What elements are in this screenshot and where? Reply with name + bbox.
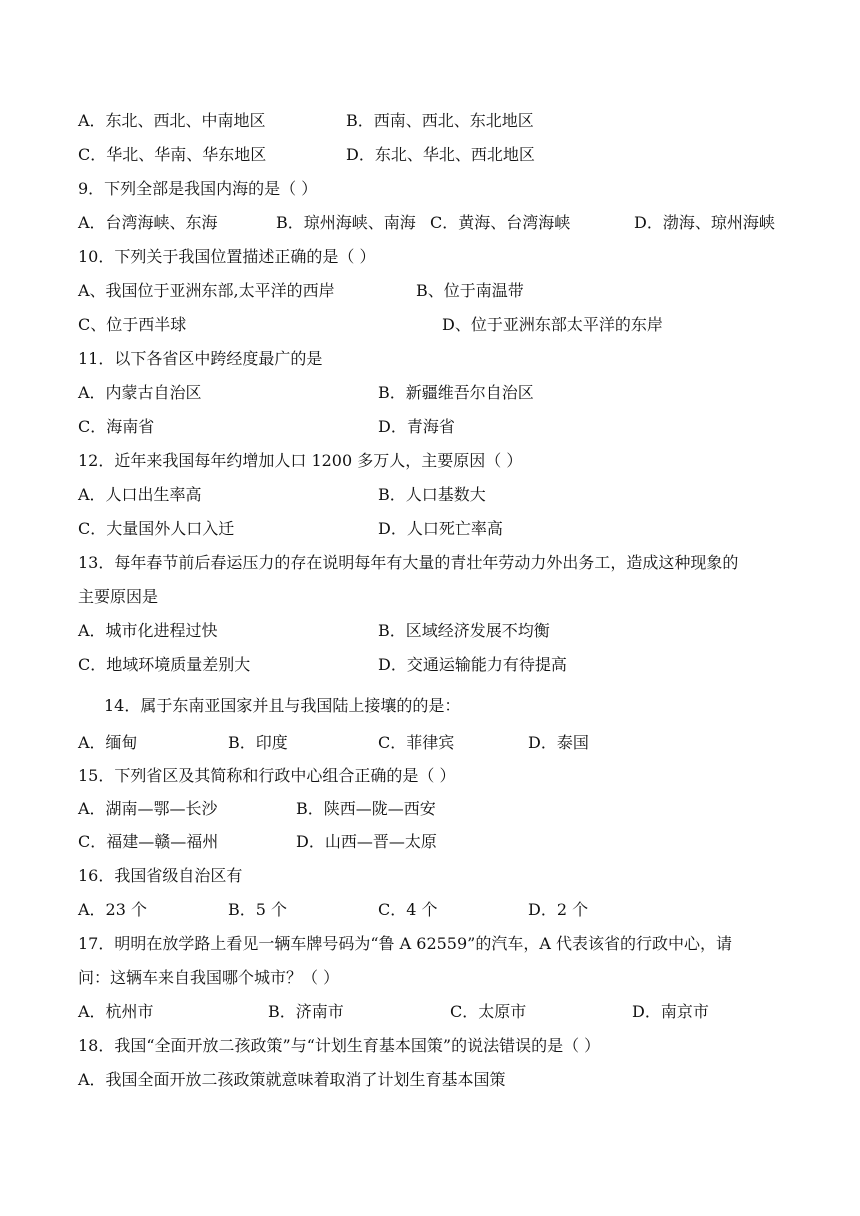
q13-option-b: B．区域经济发展不均衡 xyxy=(378,621,550,640)
q18-option-a: A．我国全面开放二孩政策就意味着取消了计划生育基本国策 xyxy=(78,1070,506,1089)
q10-stem-row xyxy=(0,245,860,269)
q11-stem-row xyxy=(0,347,860,371)
q10-stem: 10．下列关于我国位置描述正确的是（ ） xyxy=(78,247,376,266)
q15-options-row-1 xyxy=(0,797,860,821)
q8-option-b: B．西南、西北、东北地区 xyxy=(346,111,534,130)
q13-option-d: D．交通运输能力有待提高 xyxy=(378,655,567,674)
q11-option-d: D．青海省 xyxy=(378,417,455,436)
q10-options-row-2 xyxy=(0,313,860,337)
q16-stem: 16．我国省级自治区有 xyxy=(78,866,243,885)
q17-option-a: A．杭州市 xyxy=(78,1002,154,1021)
q14-option-c: C．菲律宾 xyxy=(378,733,455,752)
q13-options-row-2 xyxy=(0,653,860,677)
q16-option-b: B．5 个 xyxy=(228,900,288,919)
q13-stem-line2: 主要原因是 xyxy=(78,587,159,606)
q15-options-row-2 xyxy=(0,830,860,854)
q17-option-d: D．南京市 xyxy=(632,1002,709,1021)
q14-stem: 14．属于东南亚国家并且与我国陆上接壤的的是： xyxy=(104,696,461,715)
q12-option-b: B．人口基数大 xyxy=(378,485,486,504)
q18-stem-row xyxy=(0,1034,860,1058)
q17-option-c: C．太原市 xyxy=(450,1002,527,1021)
q8-option-c: C．华北、华南、华东地区 xyxy=(78,145,267,164)
q17-stem-row-1 xyxy=(0,932,860,956)
q11-option-b: B．新疆维吾尔自治区 xyxy=(378,383,534,402)
q10-option-a: A、我国位于亚洲东部,太平洋的西岸 xyxy=(78,281,335,300)
q9-option-a: A．台湾海峡、东海 xyxy=(78,213,218,232)
q14-option-a: A．缅甸 xyxy=(78,733,138,752)
q14-option-b: B．印度 xyxy=(228,733,288,752)
q11-option-a: A．内蒙古自治区 xyxy=(78,383,202,402)
q13-stem-row-2 xyxy=(0,585,860,609)
q13-stem-line1: 13．每年春节前后春运压力的存在说明每年有大量的青壮年劳动力外出务工，造成这种现象的 xyxy=(78,553,739,572)
q9-stem: 9．下列全部是我国内海的是（ ） xyxy=(78,179,318,198)
q9-option-b: B．琼州海峡、南海 xyxy=(276,213,416,232)
q10-option-c: C、位于西半球 xyxy=(78,315,187,334)
q15-option-d: D．山西—晋—太原 xyxy=(296,832,437,851)
q18-options-row xyxy=(0,1068,860,1092)
q11-stem: 11．以下各省区中跨经度最广的是 xyxy=(78,349,323,368)
q17-stem-line1: 17．明明在放学路上看见一辆车牌号码为“鲁 A 62559”的汽车，A 代表该省的行政中心，请 xyxy=(78,934,732,953)
q12-stem: 12．近年来我国每年约增加人口 1200 多万人，主要原因（ ） xyxy=(78,451,523,470)
q16-stem-row xyxy=(0,864,860,888)
q17-options-row xyxy=(0,1000,860,1024)
q17-option-b: B．济南市 xyxy=(268,1002,344,1021)
q14-options-row xyxy=(0,731,860,755)
q14-stem-row xyxy=(0,694,860,718)
q13-options-row-1 xyxy=(0,619,860,643)
q12-options-row-2 xyxy=(0,517,860,541)
q10-options-row-1 xyxy=(0,279,860,303)
q9-options-row xyxy=(0,211,860,235)
q9-option-d: D．渤海、琼州海峡 xyxy=(634,213,775,232)
q13-option-c: C．地域环境质量差别大 xyxy=(78,655,251,674)
q8-options-row-2 xyxy=(0,143,860,167)
q12-option-d: D．人口死亡率高 xyxy=(378,519,503,538)
q11-option-c: C．海南省 xyxy=(78,417,155,436)
q10-option-b: B、位于南温带 xyxy=(416,281,524,300)
q12-option-c: C．大量国外人口入迁 xyxy=(78,519,235,538)
q8-options-row-1 xyxy=(0,109,860,133)
q13-stem-row-1 xyxy=(0,551,860,575)
q16-options-row xyxy=(0,898,860,922)
q12-options-row-1 xyxy=(0,483,860,507)
q9-option-c: C．黄海、台湾海峡 xyxy=(430,213,571,232)
q16-option-c: C．4 个 xyxy=(378,900,438,919)
q16-option-a: A．23 个 xyxy=(78,900,148,919)
q14-option-d: D．泰国 xyxy=(528,733,589,752)
q15-option-b: B．陕西—陇—西安 xyxy=(296,799,436,818)
q9-stem-row xyxy=(0,177,860,201)
q12-stem-row xyxy=(0,449,860,473)
q11-options-row-2 xyxy=(0,415,860,439)
q17-stem-row-2 xyxy=(0,966,860,990)
q16-option-d: D．2 个 xyxy=(528,900,589,919)
q17-stem-line2: 问：这辆车来自我国哪个城市？（ ） xyxy=(78,968,340,987)
q11-options-row-1 xyxy=(0,381,860,405)
q10-option-d: D、位于亚洲东部太平洋的东岸 xyxy=(442,315,663,334)
q18-stem: 18．我国“全面开放二孩政策”与“计划生育基本国策”的说法错误的是（ ） xyxy=(78,1036,601,1055)
q15-stem-row xyxy=(0,764,860,788)
q8-option-a: A．东北、西北、中南地区 xyxy=(78,111,266,130)
q8-option-d: D．东北、华北、西北地区 xyxy=(346,145,535,164)
q15-option-c: C．福建—赣—福州 xyxy=(78,832,219,851)
q15-stem: 15．下列省区及其简称和行政中心组合正确的是（ ） xyxy=(78,766,456,785)
q12-option-a: A．人口出生率高 xyxy=(78,485,202,504)
q15-option-a: A．湖南—鄂—长沙 xyxy=(78,799,218,818)
q13-option-a: A．城市化进程过快 xyxy=(78,621,218,640)
